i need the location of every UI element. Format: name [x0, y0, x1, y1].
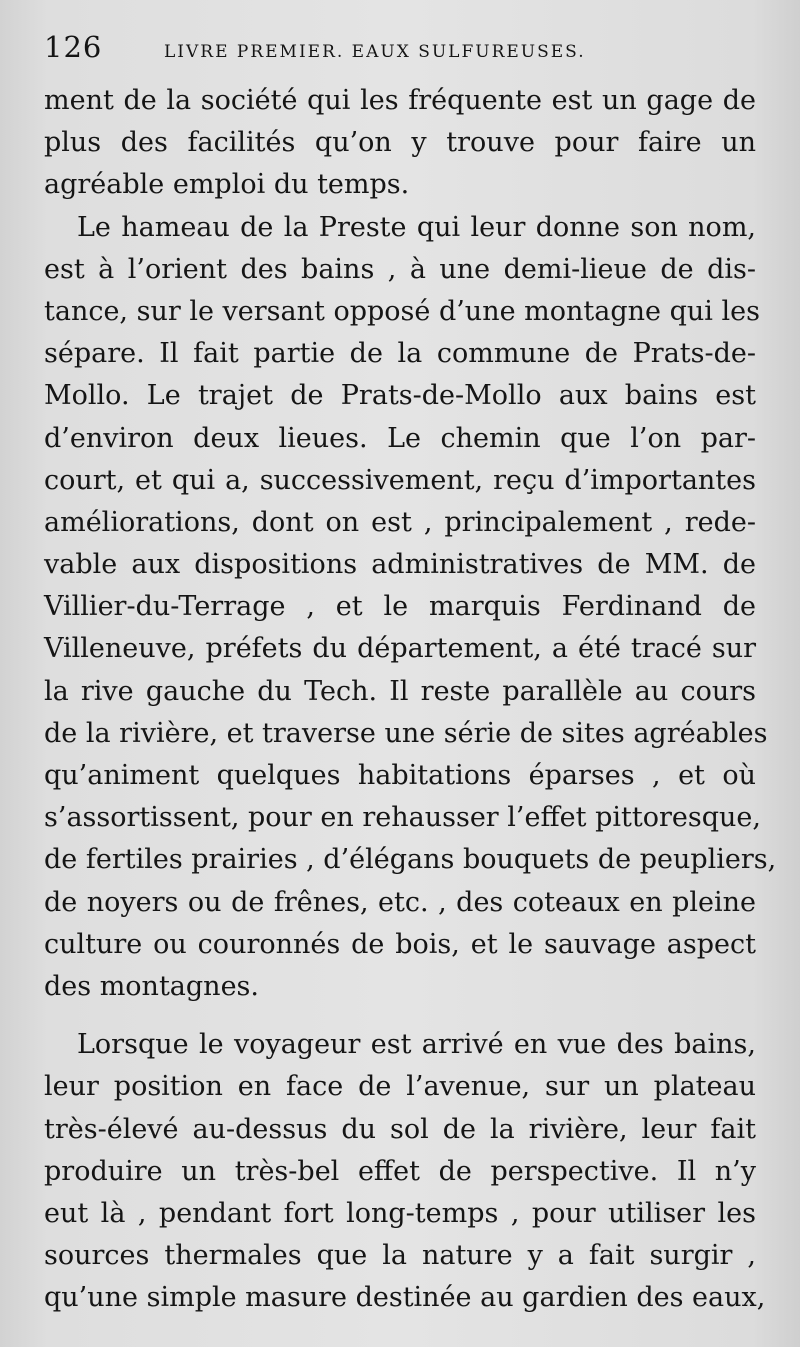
text-line: la rive gauche du Tech. Il reste parallèle au cours: [44, 675, 756, 707]
text-line: qu’animent quelques habitations éparses , et où: [44, 760, 756, 791]
text-line: vable aux dispositions administratives de MM. de: [44, 549, 756, 581]
text-line: culture ou couronnés de bois, et le sauvage aspect: [44, 928, 756, 960]
text-line: sources thermales que la nature y a fait surgir ,: [44, 1240, 756, 1272]
text-line: Le hameau de la Preste qui leur donne son nom,: [77, 211, 756, 243]
page-header: [44, 30, 756, 70]
running-head: LIVRE PREMIER. EAUX SULFUREUSES.: [164, 42, 586, 62]
text-line: eut là , pendant fort long-temps , pour utiliser les: [44, 1197, 756, 1229]
text-line: est à l’orient des bains , à une demi-lieue de dis-: [44, 253, 756, 285]
text-line: leur position en face de l’avenue, sur un plateau: [44, 1071, 756, 1103]
text-line: de fertiles prairies , d’élégans bouquets de peupliers,: [44, 844, 777, 876]
text-line: tance, sur le versant opposé d’une montagne qui les: [44, 295, 760, 327]
text-line: Villier-du-Terrage , et le marquis Ferdinand de: [44, 591, 756, 623]
paragraph-2: [44, 207, 777, 1009]
body-text: [44, 80, 777, 1319]
text-line: Villeneuve, préfets du département, a été tracé sur: [44, 633, 756, 665]
text-line: Lorsque le voyageur est arrivé en vue des bains,: [77, 1029, 756, 1061]
text-line: Mollo. Le trajet de Prats-de-Mollo aux bains est: [44, 380, 756, 412]
text-line: d’environ deux lieues. Le chemin que l’on par-: [44, 422, 756, 454]
text-line: améliorations, dont on est , principalement , rede-: [44, 506, 756, 538]
text-line: agréable emploi du temps.: [44, 169, 410, 201]
text-line: court, et qui a, successivement, reçu d’importantes: [44, 464, 756, 496]
text-line: plus des facilités qu’on y trouve pour faire un: [44, 127, 756, 159]
page-number: 126: [44, 30, 103, 64]
paragraph-3: [44, 1024, 766, 1319]
text-line: qu’une simple masure destinée au gardien des eaux,: [44, 1282, 766, 1314]
text-line: sépare. Il fait partie de la commune de Prats-de-: [44, 338, 756, 370]
text-line: de noyers ou de frênes, etc. , des coteaux en pleine: [44, 886, 756, 918]
paragraph-1: [44, 80, 756, 207]
text-line: s’assortissent, pour en rehausser l’effet pittoresque,: [44, 802, 761, 834]
text-line: ment de la société qui les fréquente est un gage de: [44, 85, 756, 116]
text-line: produire un très-bel effet de perspective. Il n’y: [44, 1155, 756, 1187]
text-line: très-élevé au-dessus du sol de la rivière, leur fait: [44, 1113, 756, 1145]
text-line: des montagnes.: [44, 970, 259, 1002]
paragraph-spacer: [44, 1008, 756, 1024]
text-line: de la rivière, et traverse une série de sites agréables: [44, 717, 768, 749]
